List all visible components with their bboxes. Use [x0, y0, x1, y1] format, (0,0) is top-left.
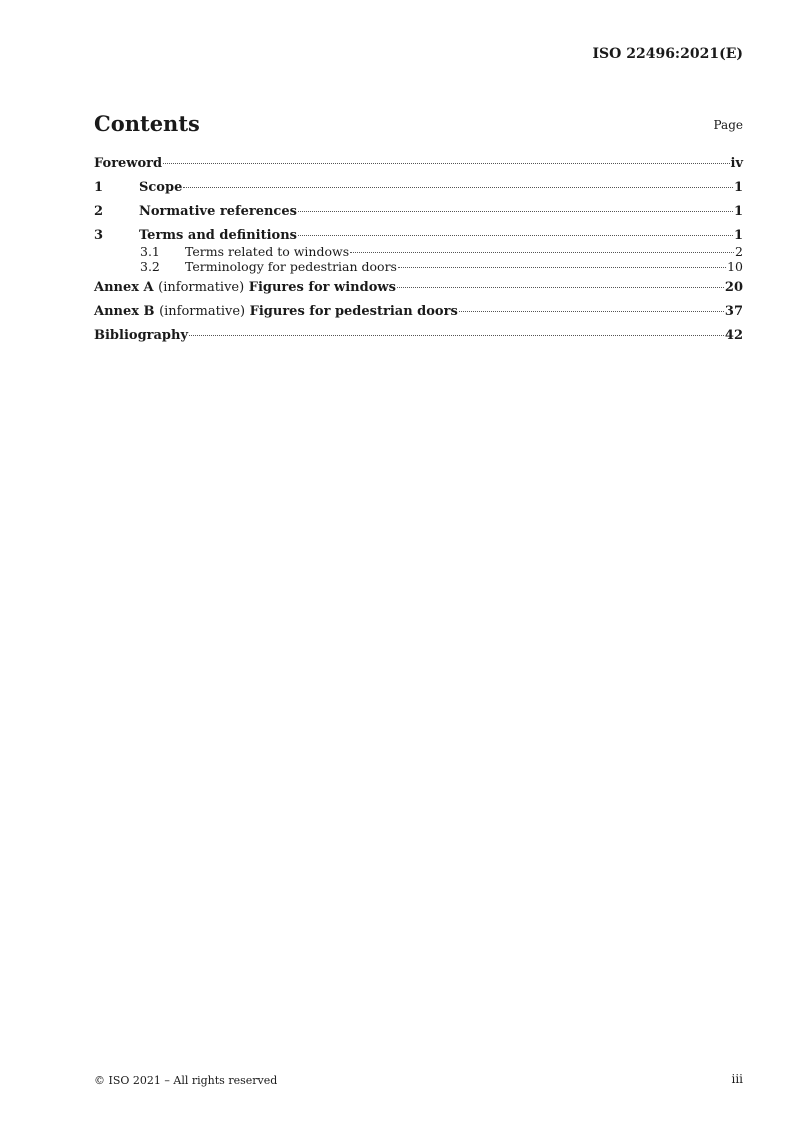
toc-page: 37	[724, 304, 743, 319]
footer-copyright: © ISO 2021 – All rights reserved	[94, 1074, 278, 1087]
dot-leader	[459, 311, 724, 312]
toc-entry-terms-and-definitions[interactable]	[94, 228, 743, 244]
document-id: ISO 22496:2021(E)	[592, 46, 743, 62]
dot-leader	[350, 252, 734, 253]
toc-annex-qualifier: (informative)	[158, 280, 245, 295]
toc-entry-normative-references[interactable]	[94, 204, 743, 220]
toc-page: 1	[733, 180, 743, 195]
toc-label: Terms related to windows	[185, 244, 350, 259]
footer-page-number: iii	[731, 1072, 743, 1086]
dot-leader	[189, 335, 724, 336]
toc-entry-foreword[interactable]	[94, 156, 743, 172]
toc-label: Figures for windows	[248, 280, 396, 295]
toc-label: Bibliography	[94, 328, 189, 343]
toc-page: iv	[730, 156, 743, 171]
toc-annex-prefix: Annex B	[94, 304, 155, 319]
toc-entry-bibliography[interactable]	[94, 328, 743, 344]
toc-label: Normative references	[139, 204, 297, 219]
toc-entry-annex-a[interactable]	[94, 280, 743, 296]
toc-entry-scope[interactable]	[94, 180, 743, 196]
toc-label: Foreword	[94, 156, 163, 171]
toc-page: 42	[724, 328, 743, 343]
toc-label: Scope	[139, 180, 183, 195]
toc-number: 3	[94, 228, 104, 243]
toc-page: 2	[735, 244, 743, 259]
dot-leader	[163, 163, 729, 164]
toc-page: 20	[724, 280, 743, 295]
toc-number: 1	[94, 180, 104, 195]
toc-label: Terms and definitions	[139, 228, 297, 243]
toc-number: 3.2	[140, 259, 160, 274]
dot-leader	[298, 235, 733, 236]
toc-page: 1	[733, 228, 743, 243]
dot-leader	[397, 287, 724, 288]
toc-annex-prefix: Annex A	[94, 280, 154, 295]
dot-leader	[398, 267, 726, 268]
toc-number: 3.1	[140, 244, 160, 259]
toc-page: 10	[727, 259, 743, 274]
toc-entry-3-1[interactable]	[94, 244, 743, 259]
toc-number: 2	[94, 204, 104, 219]
toc-label: Figures for pedestrian doors	[249, 304, 458, 319]
toc-label: Terminology for pedestrian doors	[185, 259, 397, 274]
toc-page: 1	[733, 204, 743, 219]
table-of-contents	[94, 156, 743, 344]
toc-entry-annex-b[interactable]	[94, 304, 743, 320]
page-column-label: Page	[713, 118, 743, 132]
toc-entry-3-2[interactable]	[94, 259, 743, 274]
dot-leader	[298, 211, 733, 212]
toc-annex-qualifier: (informative)	[159, 304, 246, 319]
dot-leader	[183, 187, 733, 188]
page-title: Contents	[94, 111, 200, 136]
